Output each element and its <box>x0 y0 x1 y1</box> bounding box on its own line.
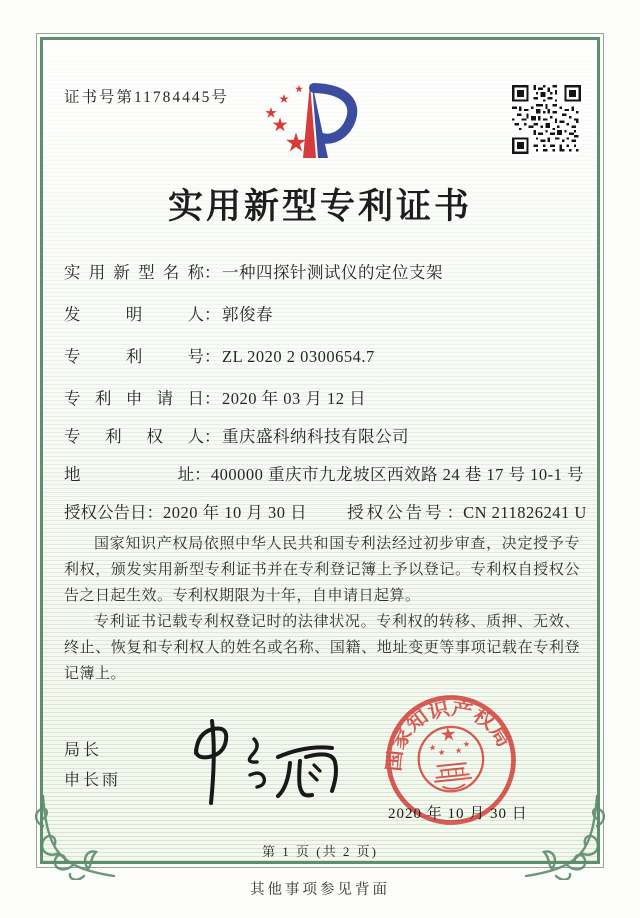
field-value: 400000 重庆市九龙坡区西效路 24 巷 17 号 10-1 号 <box>210 465 584 484</box>
field-value: CN 211826241 U <box>463 503 587 522</box>
field-row-name <box>64 264 584 282</box>
field-row-patent-number <box>64 348 584 366</box>
field-colon: ： <box>146 503 163 522</box>
page-number: 第 1 页 (共 2 页) <box>262 844 378 859</box>
qr-code-icon <box>512 85 581 154</box>
field-value: 一种四探针测试仪的定位支架 <box>222 263 443 282</box>
signer-name: 申长雨 <box>64 772 122 789</box>
legal-paragraph-1: 国家知识产权局依照中华人民共和国专利法经过初步审查，决定授予专利权，颁发实用新型专利证书并在专利登记簿上予以登记。专利权自授权公告之日起生效。专利权期限为十年，自申请日起算。 <box>64 536 580 604</box>
field-label: 地址 <box>64 465 195 484</box>
field-value: ZL 2020 2 0300654.7 <box>222 347 375 366</box>
field-row-inventor <box>64 306 584 324</box>
field-value: 郭俊春 <box>222 305 273 324</box>
field-colon: ： <box>204 347 221 366</box>
director-signature-icon <box>182 713 347 811</box>
legal-text <box>64 531 580 687</box>
back-note: 其他事项参见背面 <box>250 882 390 898</box>
field-value: 2020 年 10 月 30 日 <box>163 503 308 522</box>
legal-paragraph-2: 专利证书记载专利权登记时的法律状况。专利权的转移、质押、无效、终止、恢复和专利权人的姓名或名称、国籍、地址变更等事项记载在专利登记簿上。 <box>64 614 580 682</box>
field-label: 实用新型名称 <box>64 263 204 282</box>
certificate-number: 证书号第11784445号 <box>64 89 229 106</box>
field-colon: ： <box>204 263 221 282</box>
field-colon: ： <box>204 427 221 446</box>
field-label: 授权公告日 <box>64 503 147 522</box>
corner-flourish-icon <box>524 792 612 880</box>
field-value: 重庆盛科纳科技有限公司 <box>222 427 409 446</box>
certificate-title: 实用新型专利证书 <box>167 187 472 226</box>
field-label: 发明人 <box>64 305 204 324</box>
cnipa-logo-icon <box>254 79 386 177</box>
field-label: 专利申请日 <box>64 389 204 408</box>
certificate-panel <box>36 33 604 868</box>
field-colon: ： <box>194 465 211 484</box>
field-row-patentee <box>64 428 584 446</box>
field-colon: ： <box>204 389 221 408</box>
field-list <box>64 263 587 542</box>
field-row-grant-date <box>64 503 587 522</box>
field-colon: ： <box>446 503 464 522</box>
field-colon: ： <box>204 305 221 324</box>
field-group-grant-number <box>347 504 587 522</box>
corner-flourish-icon <box>28 792 116 880</box>
field-row-filing-date <box>64 390 584 408</box>
field-label: 专利权人 <box>64 427 204 446</box>
signer-title: 局长 <box>64 742 103 759</box>
seal-date: 2020 年 10 月 30 日 <box>388 806 528 822</box>
field-value: 2020 年 03 月 12 日 <box>222 389 367 408</box>
field-label: 授权公告号 <box>347 503 445 522</box>
field-row-address <box>64 466 584 484</box>
seal-text: 国家知识产权局 <box>383 698 514 773</box>
field-label: 专利号 <box>64 347 204 366</box>
